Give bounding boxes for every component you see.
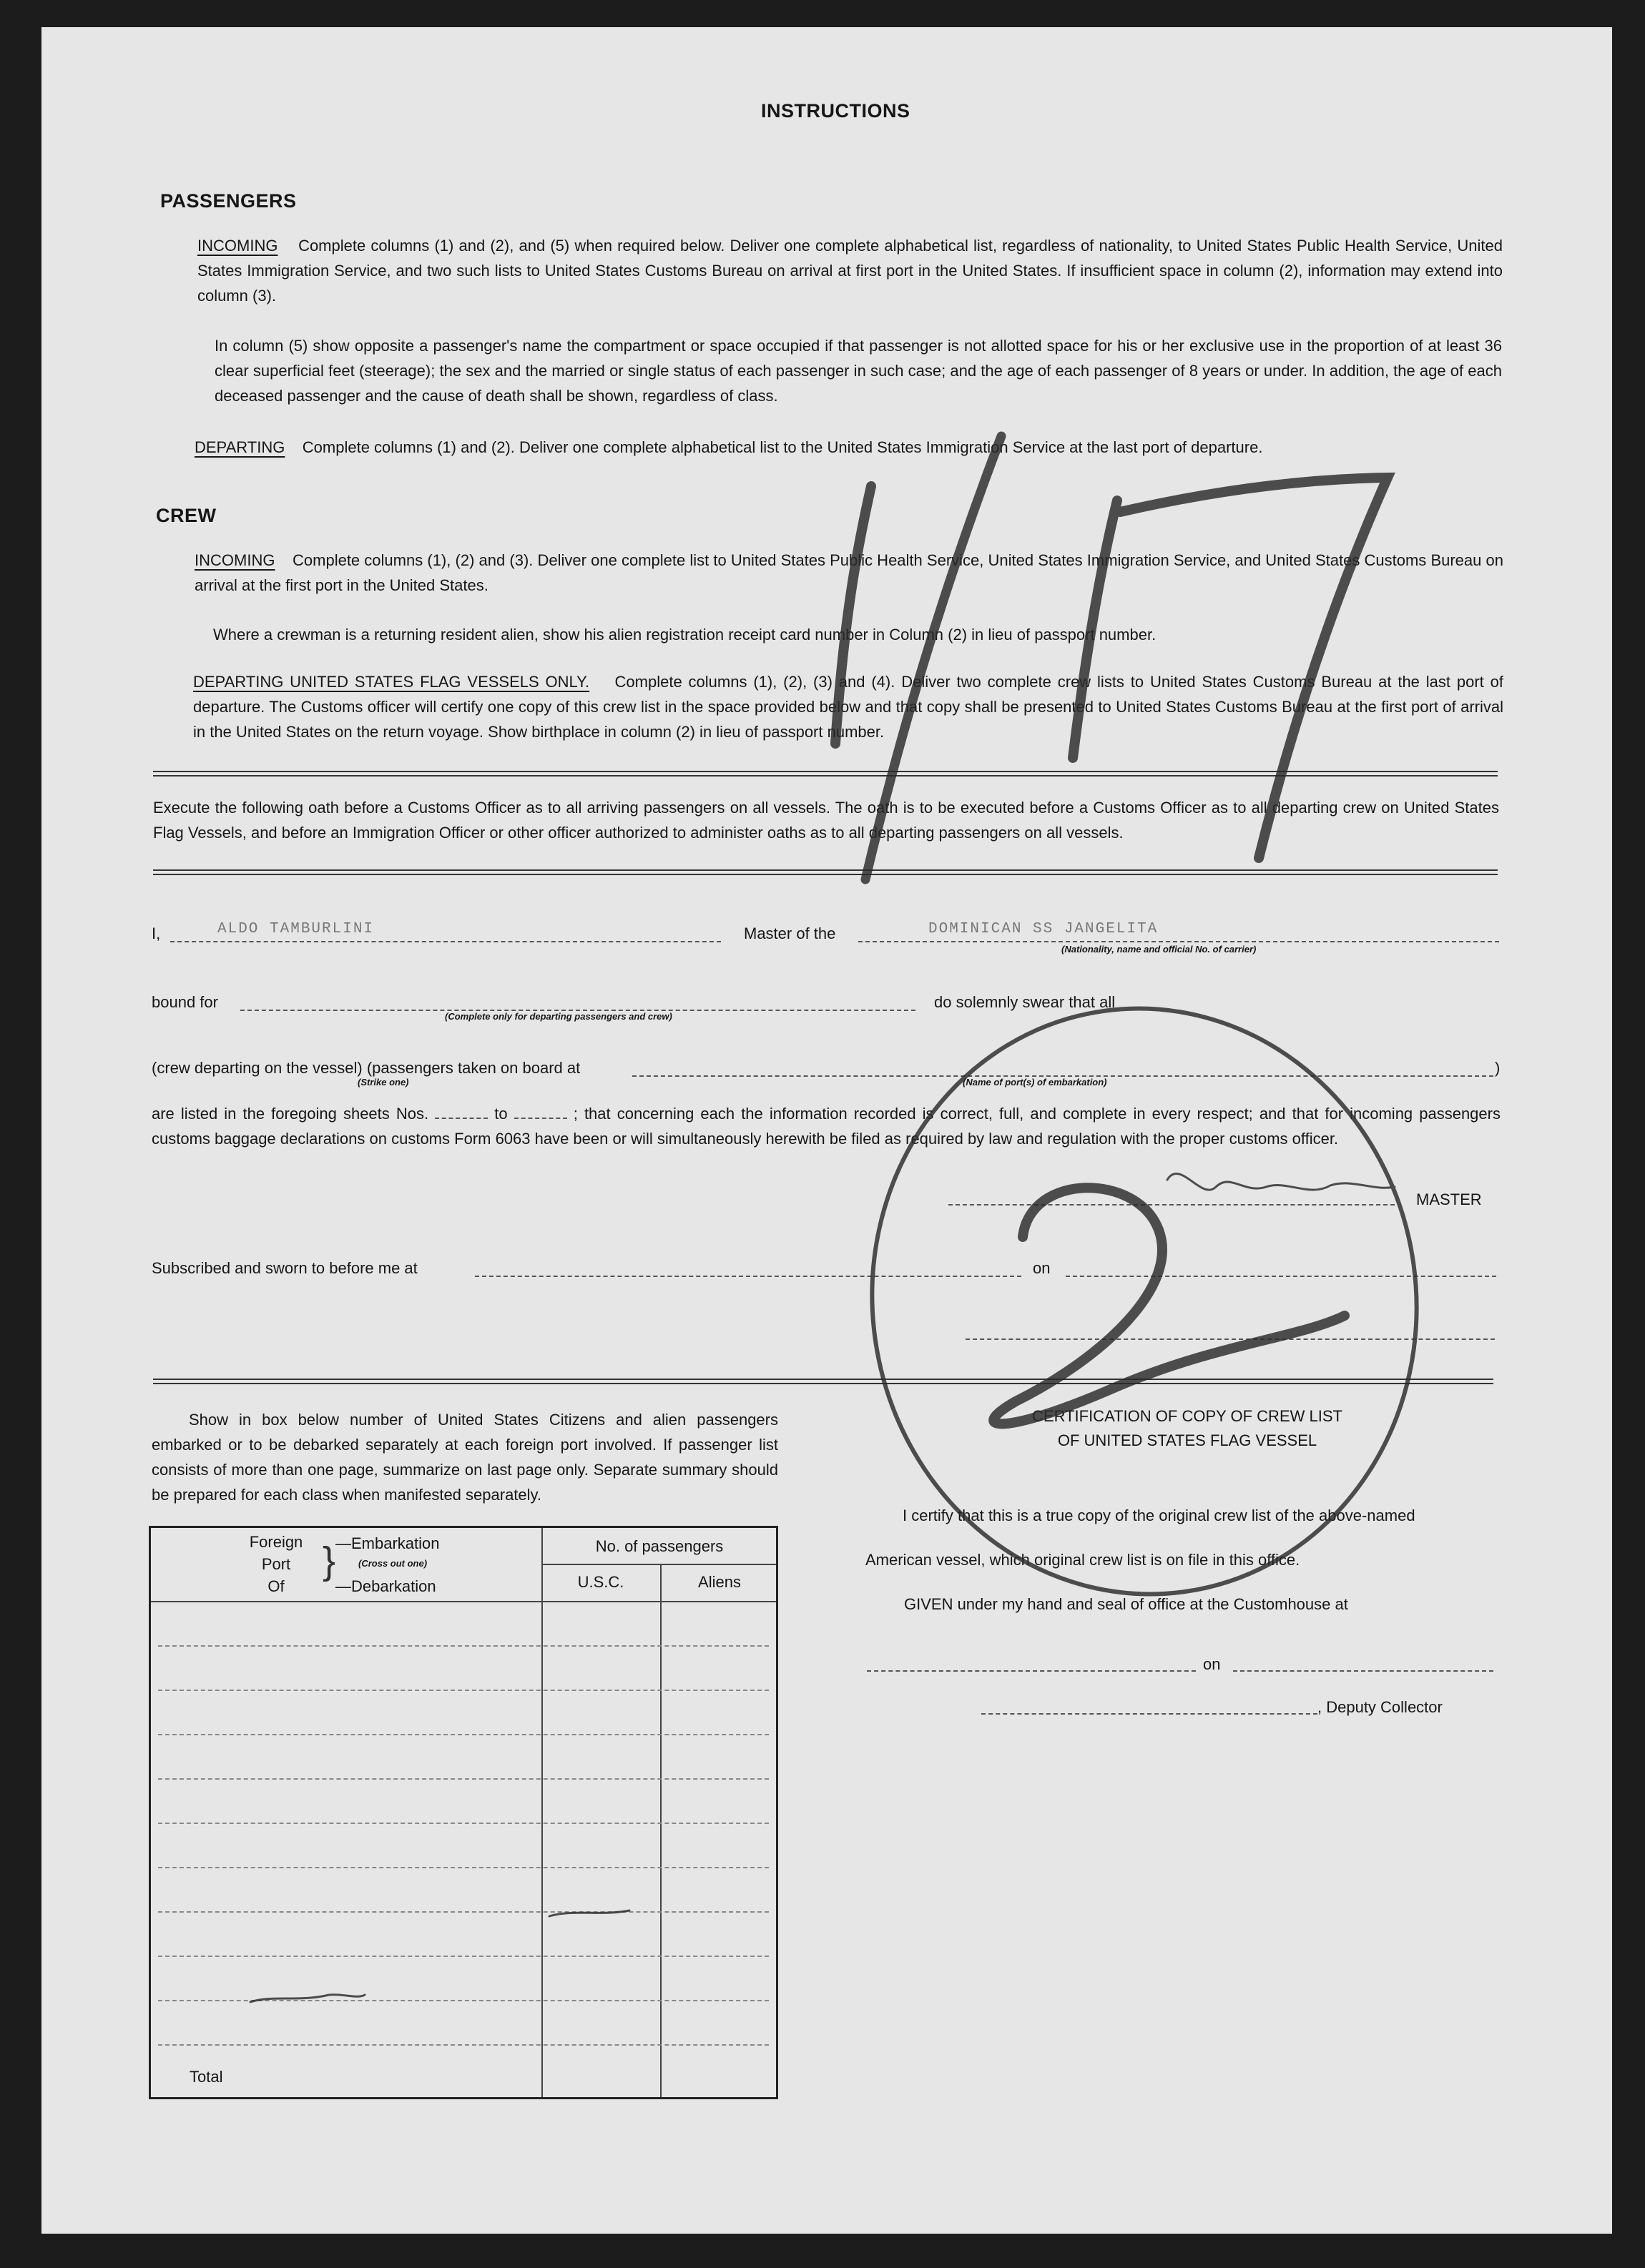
column-divider [541, 1528, 543, 2097]
passengers-departing-label: DEPARTING [195, 438, 285, 456]
oath-instruction: Execute the following oath before a Customs Officer as to all arriving passengers on all vessels. The oath is to be executed before a Customs Officer as to all departing crew on United States Flag Vessels, and before an Immigration Officer or other officer authorized to administer oaths as to all departing passengers on all vessels. [153, 799, 1499, 842]
cross-out-note: (Cross out one) [358, 1558, 428, 1569]
table-row[interactable] [158, 1823, 769, 1824]
table-row[interactable] [158, 1734, 769, 1735]
master-name-field[interactable] [170, 941, 721, 942]
sheet-to-field[interactable] [514, 1118, 567, 1119]
page-title: INSTRUCTIONS [761, 100, 910, 122]
table-row[interactable] [158, 2000, 769, 2001]
foreign-port-of-label [237, 1531, 315, 1597]
deputy-signature-field[interactable] [981, 1713, 1317, 1715]
master-name-value: ALDO TAMBURLINI [217, 921, 375, 937]
crew-incoming-text: Complete columns (1), (2) and (3). Deliver one complete list to United States Public Health Service, United States Immigration Service, and United States Customs Bureau on arrival at the first port in the United States. [195, 551, 1503, 594]
certification-title [987, 1404, 1388, 1453]
passengers-incoming-text: Complete columns (1) and (2), and (5) when required below. Deliver one complete alphabetical list, regardless of nationality, to United States Public Health Service, United States Immigration Service, and two such lists to United States Customs Bureau on arrival at first port in the United States. If insufficient space in column (2), information may extend into column (3). [197, 237, 1503, 305]
bound-for-label: bound for [152, 993, 218, 1011]
to-label: to [494, 1105, 508, 1123]
certification-title-line2: OF UNITED STATES FLAG VESSEL [1057, 1431, 1317, 1449]
master-label: MASTER [1416, 1190, 1482, 1208]
crew-incoming-paragraph [195, 548, 1503, 598]
crew-departing-paragraph [193, 669, 1503, 744]
strike-note: (Strike one) [358, 1077, 409, 1088]
divider [153, 874, 1498, 875]
ports-note: (Name of port(s) of embarkation) [963, 1077, 1107, 1088]
divider [153, 1379, 1493, 1380]
listed-rest: ; that concerning each the information recorded is correct, full, and complete in every respect; and that for incoming passengers customs baggage declarations on customs Form 6063 have been or will simultaneously herewith be filed as required by law and regulation with the proper customs officer. [152, 1105, 1501, 1148]
certification-p1: I certify that this is a true copy of the original crew list of the above-named [903, 1507, 1415, 1524]
no-passengers-header: No. of passengers [595, 1537, 724, 1555]
crew-heading: CREW [156, 505, 217, 526]
divider [153, 869, 1498, 871]
table-row[interactable] [158, 1645, 769, 1647]
column-divider [660, 1564, 662, 2097]
vessel-field[interactable] [858, 941, 1499, 942]
aliens-header: Aliens [698, 1573, 741, 1591]
crew-departing-label: DEPARTING UNITED STATES FLAG VESSELS ONLY. [193, 673, 590, 691]
listed-label: are listed in the foregoing sheets Nos. [152, 1105, 429, 1123]
table-row[interactable] [158, 1956, 769, 1957]
deputy-collector-label: , Deputy Collector [1317, 1698, 1443, 1716]
usc-header: U.S.C. [577, 1573, 624, 1591]
foreign-label: Foreign [249, 1533, 303, 1551]
master-of-label: Master of the [744, 925, 836, 942]
passenger-summary-table [149, 1526, 778, 2099]
divider [153, 775, 1498, 776]
divider [153, 1383, 1493, 1384]
crew-departing-text: Complete columns (1), (2), (3) and (4). Deliver two complete crew lists to United States Customs Bureau at the last port of departure. The Customs officer will certify one copy of this crew list in the space provided below and that copy shall be presented to United States Customs Bureau at the first port of arrival in the United States on the return voyage. Show birthplace in column (2) in lieu of passport number. [193, 673, 1503, 741]
divider [153, 771, 1498, 772]
subscribed-on-label: on [1033, 1259, 1051, 1277]
summary-instruction: Show in box below number of United States Citizens and alien passengers embarked or to be debarked separately at each foreign port involved. If passenger list consists of more than one page, summarize on last page only. Separate summary should be prepared for each class when manifested separately. [152, 1411, 778, 1504]
vessel-note: (Nationality, name and official No. of carrier) [1061, 944, 1257, 955]
brace-glyph: } [323, 1539, 336, 1582]
certification-p3: GIVEN under my hand and seal of office at the Customhouse at [904, 1595, 1348, 1613]
certification-on-label: on [1203, 1655, 1221, 1673]
sheet-from-field[interactable] [435, 1118, 488, 1119]
passengers-departing-text: Complete columns (1) and (2). Deliver one complete alphabetical list to the United States Immigration Service at the last port of departure. [302, 438, 1263, 456]
certification-p2: American vessel, which original crew list is on file in this office. [865, 1551, 1300, 1569]
officer-signature-field[interactable] [966, 1338, 1495, 1340]
certification-date-field[interactable] [1233, 1670, 1493, 1672]
listed-paragraph [152, 1101, 1501, 1151]
customhouse-field[interactable] [867, 1670, 1196, 1672]
table-row[interactable] [158, 1690, 769, 1691]
close-paren: ) [1495, 1059, 1501, 1077]
port-label: Port [261, 1555, 291, 1573]
passengers-heading: PASSENGERS [160, 190, 297, 212]
header-bottom-line [151, 1601, 776, 1602]
passengers-departing-paragraph [195, 435, 1503, 460]
master-signature-field[interactable] [948, 1204, 1395, 1206]
total-label: Total [190, 2068, 223, 2086]
header-subdivider [541, 1564, 776, 1565]
table-row[interactable] [158, 2044, 769, 2046]
passengers-incoming-paragraph [197, 233, 1503, 308]
of-label: Of [267, 1577, 285, 1595]
certification-title-line1: CERTIFICATION OF COPY OF CREW LIST [1032, 1407, 1342, 1425]
subscribed-label: Subscribed and sworn to before me at [152, 1259, 418, 1277]
subscribed-date-field[interactable] [1066, 1276, 1496, 1277]
subscribed-place-field[interactable] [475, 1276, 1021, 1277]
crew-passengers-label: (crew departing on the vessel) (passengers taken on board at [152, 1059, 581, 1077]
passengers-incoming-label: INCOMING [197, 237, 278, 255]
table-row[interactable] [158, 1911, 769, 1913]
crew-resident-alien-paragraph: Where a crewman is a returning resident alien, show his alien registration receipt card number in Column (2) in lieu of passport number. [213, 626, 1157, 644]
table-row[interactable] [158, 1867, 769, 1868]
swear-label: do solemnly swear that all [934, 993, 1116, 1011]
crew-incoming-label: INCOMING [195, 551, 275, 569]
embarkation-label: —Embarkation [335, 1534, 440, 1552]
vessel-value: DOMINICAN SS JANGELITA [928, 921, 1159, 937]
passengers-column5-paragraph: In column (5) show opposite a passenger's name the compartment or space occupied if that passenger is not allotted space for his or her exclusive use in the proportion of at least 36 clear superficial feet (steerage); the sex and the married or single status of each passenger in such case; and the age of each passenger of 8 years or under. In addition, the age of each deceased passenger and the cause of death shall be shown, regardless of class. [215, 337, 1502, 405]
i-label: I, [152, 925, 161, 942]
table-row[interactable] [158, 1778, 769, 1780]
debarkation-label: —Debarkation [335, 1577, 436, 1595]
bound-for-note: (Complete only for departing passengers and crew) [445, 1011, 672, 1022]
